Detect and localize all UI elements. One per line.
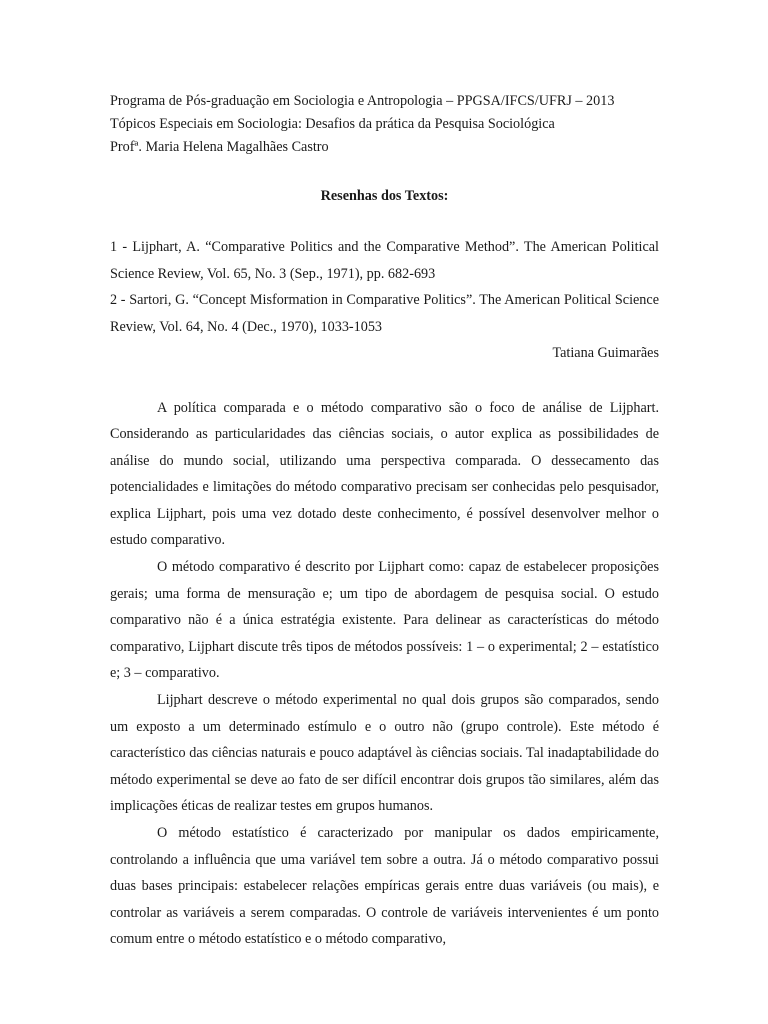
program-line: Programa de Pós-graduação em Sociologia e Antropologia – PPGSA/IFCS/UFRJ – 2013 xyxy=(110,93,615,109)
paragraph-2: O método comparativo é descrito por Lijphart como: capaz de estabelecer proposições gerais; uma forma de mensuração e; um tipo de abordagem de pesquisa social. O estudo comparativo não é a única estratégia existente. Para delinear as características do método comparativo, Lijphart discute três tipos de métodos possíveis: 1 – o experimental; 2 – estatístico e; 3 – comparativo. xyxy=(110,559,659,682)
paragraph-1: A política comparada e o método comparativo são o foco de análise de Lijphart. Considerando as particularidades das ciências sociais, o autor explica as possibilidades de análise do mundo social, utilizando uma perspectiva comparada. O dessecamento das potencialidades e limitações do método comparativo precisam ser conhecidas pelo pesquisador, explica Lijphart, pois uma vez dotado deste conhecimento, é possível desenvolver melhor o estudo comparativo. xyxy=(110,399,659,549)
body-text xyxy=(110,395,659,953)
document-page xyxy=(110,90,659,953)
paragraph-3: Lijphart descreve o método experimental no qual dois grupos são comparados, sendo um exposto a um determinado estímulo e o outro não (grupo controle). Este método é característico das ciências naturais e pouco adaptável às ciências sociais. Tal inadaptabilidade do método experimental se deve ao fato de ser difícil encontrar dois grupos tão similares, além das implicações éticas de realizar testes em grupos humanos. xyxy=(110,692,659,815)
course-line: Tópicos Especiais em Sociologia: Desafios da prática da Pesquisa Sociológica xyxy=(110,116,555,132)
reference-1: 1 - Lijphart, A. “Comparative Politics and the Comparative Method”. The American Political Science Review, Vol. 65, No. 3 (Sep., 1971), pp. 682-693 xyxy=(110,239,659,282)
author-name: Tatiana Guimarães xyxy=(552,345,659,361)
document-title: Resenhas dos Textos: xyxy=(320,188,449,204)
paragraph-4: O método estatístico é caracterizado por manipular os dados empiricamente, controlando a influência que uma variável tem sobre a outra. Já o método comparativo possui duas bases principais: estabelecer relações empíricas gerais entre duas variáveis (ou mais), e controlar as variáveis a serem comparadas. O controle de variáveis intervenientes é um ponto comum entre o método estatístico e o método comparativo, xyxy=(110,825,659,948)
professor-line: Profª. Maria Helena Magalhães Castro xyxy=(110,139,329,155)
references xyxy=(110,234,659,367)
reference-2: 2 - Sartori, G. “Concept Misformation in Comparative Politics”. The American Political Science Review, Vol. 64, No. 4 (Dec., 1970), 1033-1053 xyxy=(110,292,659,335)
